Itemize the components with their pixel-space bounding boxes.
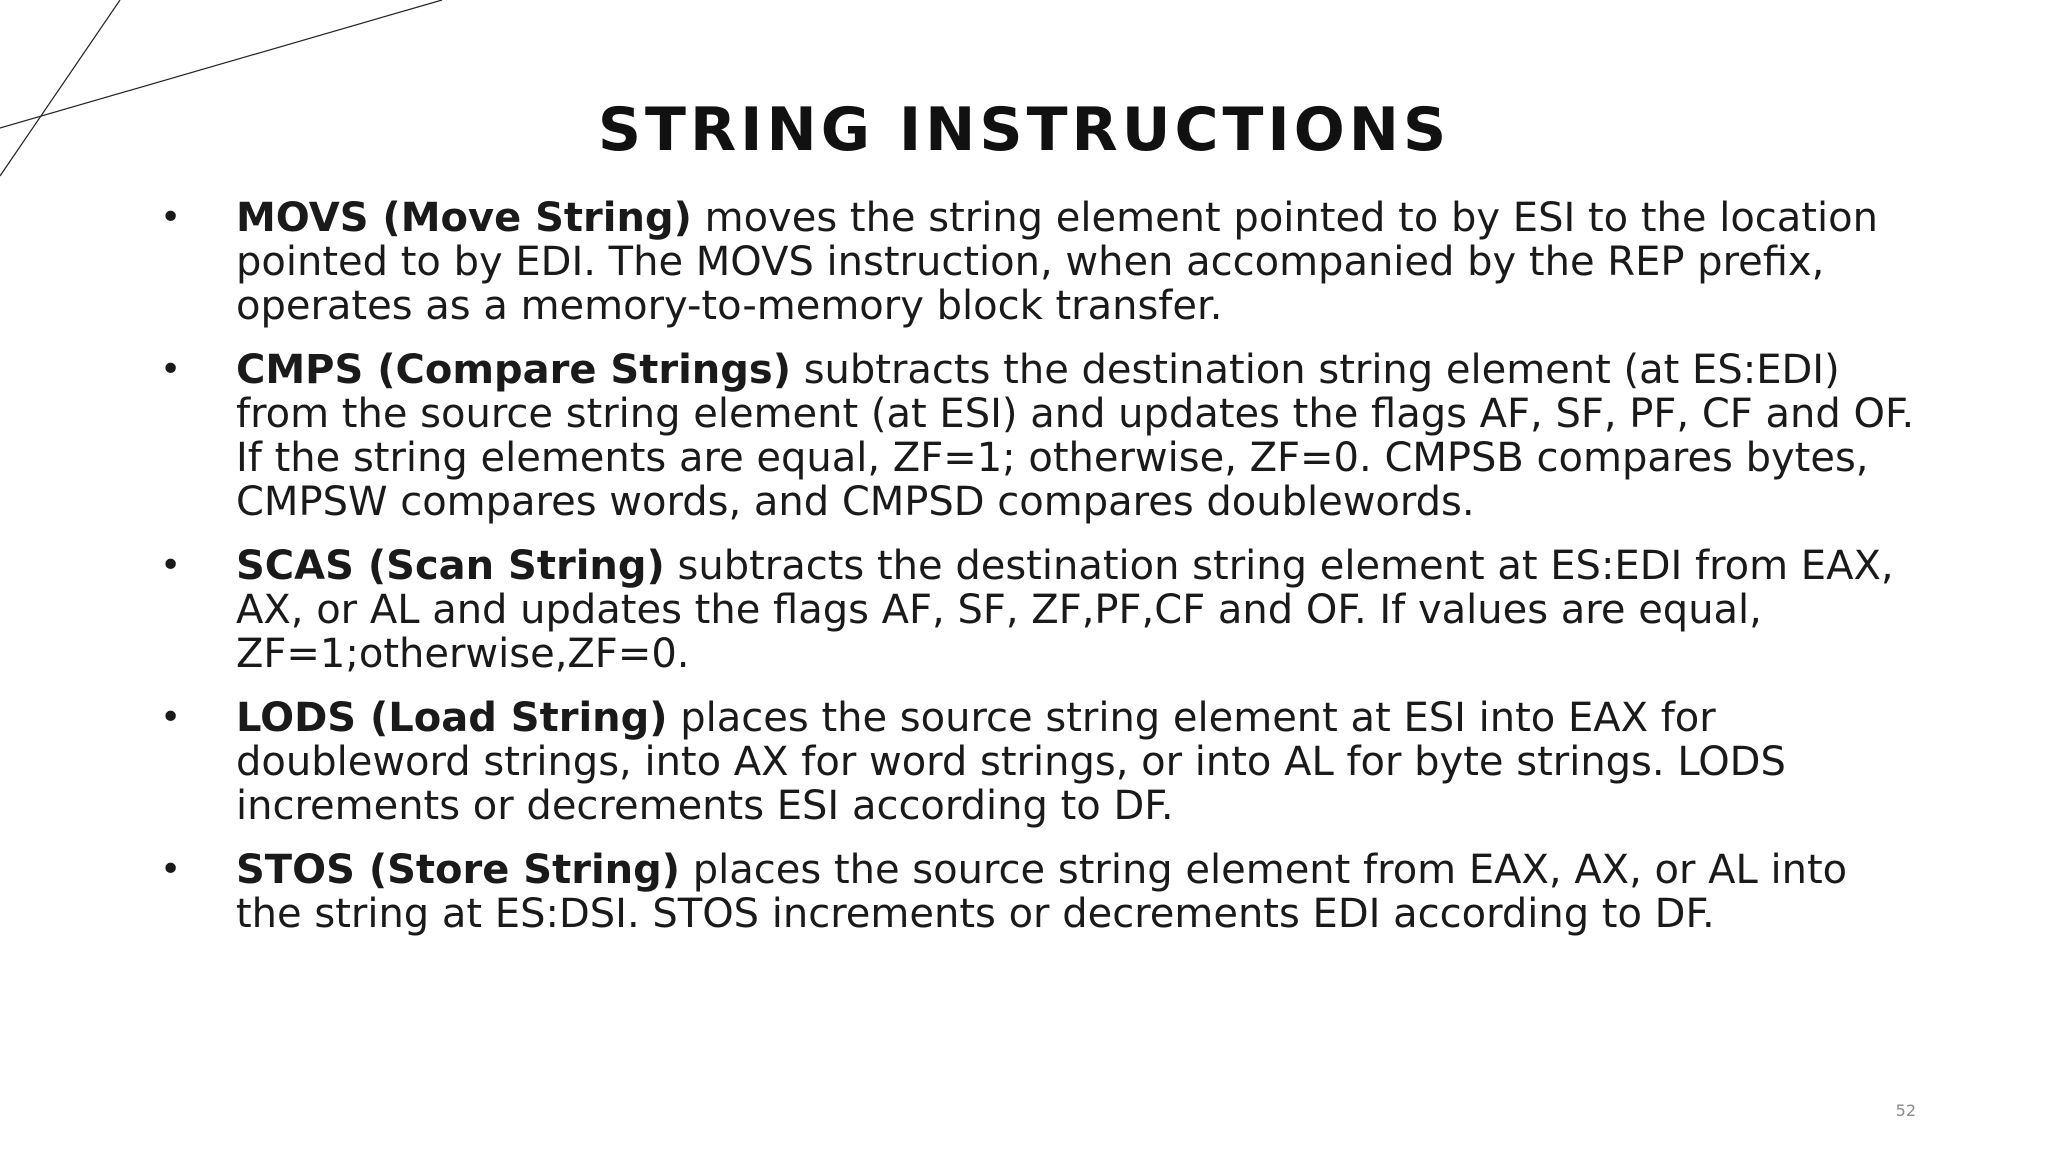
bullet-term: SCAS (Scan String) bbox=[236, 543, 665, 589]
bullet-text: moves the string element pointed to by ESI to the location pointed to by EDI. The MOVS instruction, when accompanied by the REP prefix, operates as a memory-to-memory block transfer. bbox=[236, 195, 1878, 329]
bullet-term: STOS (Store String) bbox=[236, 847, 681, 893]
bullet-dot: • bbox=[160, 697, 182, 738]
slide-title: STRING INSTRUCTIONS bbox=[597, 95, 1451, 165]
bullet-item-lods bbox=[156, 696, 1916, 828]
bullet-text: subtracts the destination string element (at ES:EDI) from the source string element (at ESI) and updates the flags AF, SF, PF, CF and OF. If the string elements are equal, ZF=1; otherwise, ZF=0. CMPSB compares bytes, CMPSW compares words, and CMPSD compares doublewords. bbox=[236, 347, 1915, 525]
bullet-list bbox=[156, 196, 1916, 956]
bullet-text: places the source string element from EAX, AX, or AL into the string at ES:DSI. STOS increments or decrements EDI according to DF. bbox=[236, 847, 1848, 937]
bullet-dot: • bbox=[160, 349, 182, 390]
bullet-dot: • bbox=[160, 545, 182, 586]
page-number: 52 bbox=[1895, 1101, 1916, 1120]
bullet-item-cmps bbox=[156, 348, 1916, 524]
bullet-item-stos bbox=[156, 848, 1916, 936]
bullet-dot: • bbox=[160, 197, 182, 238]
bullet-dot: • bbox=[160, 849, 182, 890]
bullet-term: MOVS (Move String) bbox=[236, 195, 692, 241]
bullet-text: places the source string element at ESI into EAX for doubleword strings, into AX for word strings, or into AL for byte strings. LODS increments or decrements ESI according to DF. bbox=[236, 695, 1786, 829]
bullet-item-movs bbox=[156, 196, 1916, 328]
bullet-text: subtracts the destination string element at ES:EDI from EAX, AX, or AL and updates the flags AF, SF, ZF,PF,CF and OF. If values are equal, ZF=1;otherwise,ZF=0. bbox=[236, 543, 1894, 677]
bullet-term: CMPS (Compare Strings) bbox=[236, 347, 791, 393]
bullet-item-scas bbox=[156, 544, 1916, 676]
bullet-term: LODS (Load String) bbox=[236, 695, 668, 741]
